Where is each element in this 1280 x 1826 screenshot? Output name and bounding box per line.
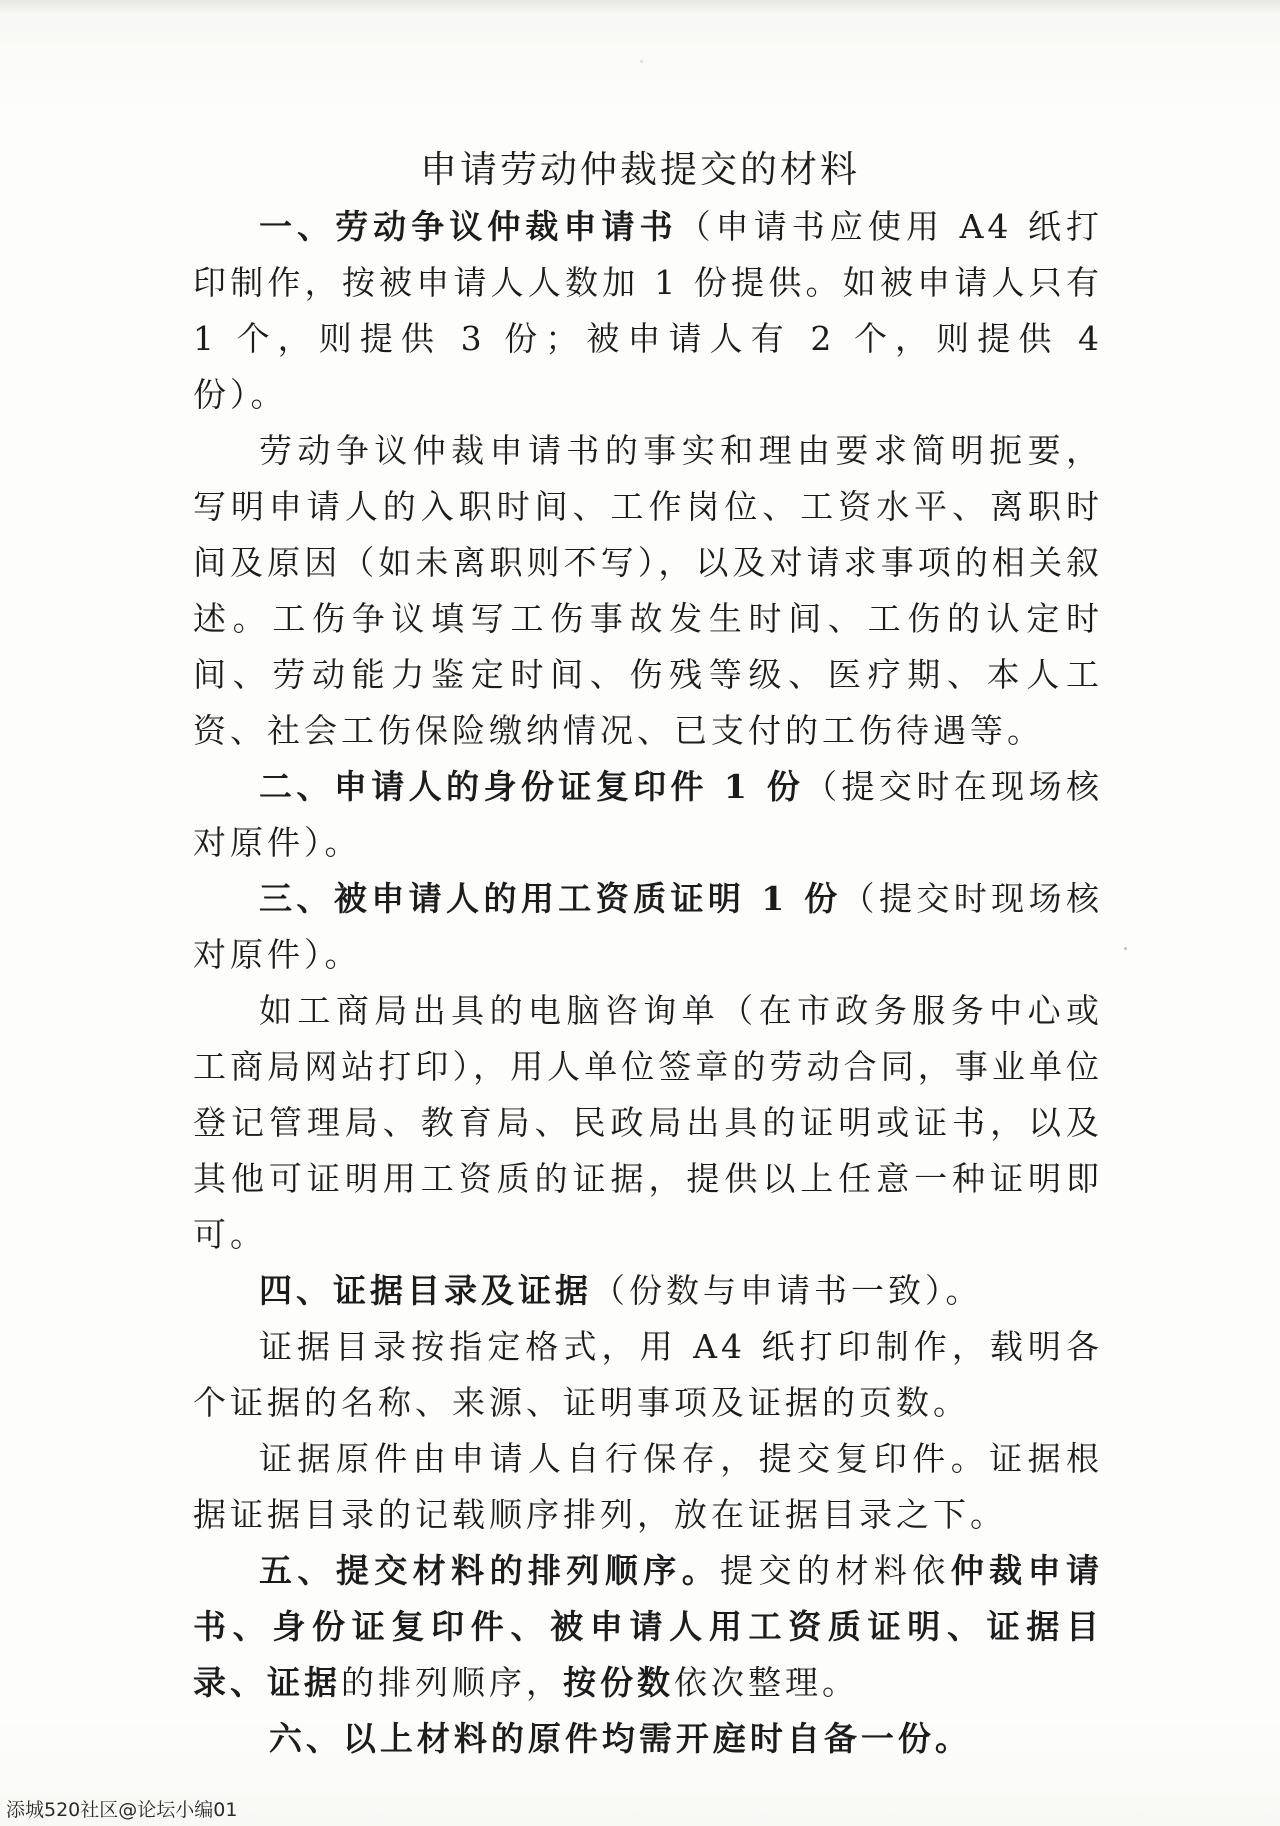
section-5-bold-tail: 按份数 [563, 1663, 674, 1702]
section-3-heading: 三、被申请人的用工资质证明 1 份 [259, 879, 842, 918]
section-5-text-b: 的排列顺序， [341, 1663, 563, 1702]
section-3-text: （提交时现场核对原件）。 [193, 879, 1103, 974]
section-4 [193, 1263, 1103, 1319]
section-3-detail [193, 983, 1103, 1263]
section-4-heading: 四、证据目录及证据 [259, 1271, 592, 1310]
section-4-detail-2-text: 证据原件由申请人自行保存，提交复印件。证据根据证据目录的记载顺序排列，放在证据目录之下。 [193, 1439, 1103, 1534]
section-6-heading: 六、以上材料的原件均需开庭时自备一份。 [268, 1719, 972, 1758]
scan-speck [1124, 947, 1127, 950]
section-1-heading: 一、劳动争议仲裁申请书 [259, 207, 678, 246]
section-4-text: （份数与申请书一致）。 [592, 1271, 983, 1310]
scan-top-edge [0, 0, 1280, 14]
section-6 [193, 1711, 1103, 1767]
section-5-bold-list: 仲裁申请书、身份证复印件、被申请人用工资质证明、证据目录、证据 [193, 1551, 1104, 1702]
section-3-detail-text: 如工商局出具的电脑咨询单（在市政务服务中心或工商局网站打印），用人单位签章的劳动合同，事业单位登记管理局、教育局、民政局出具的证明或证书，以及其他可证明用工资质的证据，提供以上任意一种证明即可。 [193, 991, 1103, 1254]
section-1 [193, 199, 1103, 423]
section-4-detail-1 [193, 1319, 1103, 1431]
document-body [193, 199, 1103, 1767]
section-2-text: （提交时在现场核对原件）。 [193, 767, 1103, 862]
section-2-heading: 二、申请人的身份证复印件 1 份 [259, 767, 805, 806]
section-5-text-a: 提交的材料依 [720, 1551, 951, 1590]
section-2 [193, 759, 1103, 871]
section-5-heading: 五、提交材料的排列顺序。 [259, 1551, 721, 1590]
section-1-text: （申请书应使用 A4 纸打印制作，按被申请人人数加 1 份提供。如被申请人只有 1 个，则提供 3 份；被申请人有 2 个，则提供 4 份）。 [193, 207, 1103, 414]
watermark-text: 添城520社区@论坛小编01 [6, 1799, 238, 1821]
section-1-detail [193, 423, 1103, 759]
document-title: 申请劳动仲裁提交的材料 [420, 148, 860, 191]
section-5 [193, 1543, 1103, 1711]
section-5-text-c: 依次整理。 [674, 1663, 859, 1702]
section-3 [193, 871, 1103, 983]
scan-speck [640, 60, 643, 63]
section-4-detail-2 [193, 1431, 1103, 1543]
section-4-detail-1-text: 证据目录按指定格式，用 A4 纸打印制作，载明各个证据的名称、来源、证明事项及证据的页数。 [193, 1327, 1103, 1422]
section-1-detail-text: 劳动争议仲裁申请书的事实和理由要求简明扼要，写明申请人的入职时间、工作岗位、工资水平、离职时间及原因（如未离职则不写），以及对请求事项的相关叙述。工伤争议填写工伤事故发生时间、工伤的认定时间、劳动能力鉴定时间、伤残等级、医疗期、本人工资、社会工伤保险缴纳情况、已支付的工伤待遇等。 [193, 431, 1103, 750]
